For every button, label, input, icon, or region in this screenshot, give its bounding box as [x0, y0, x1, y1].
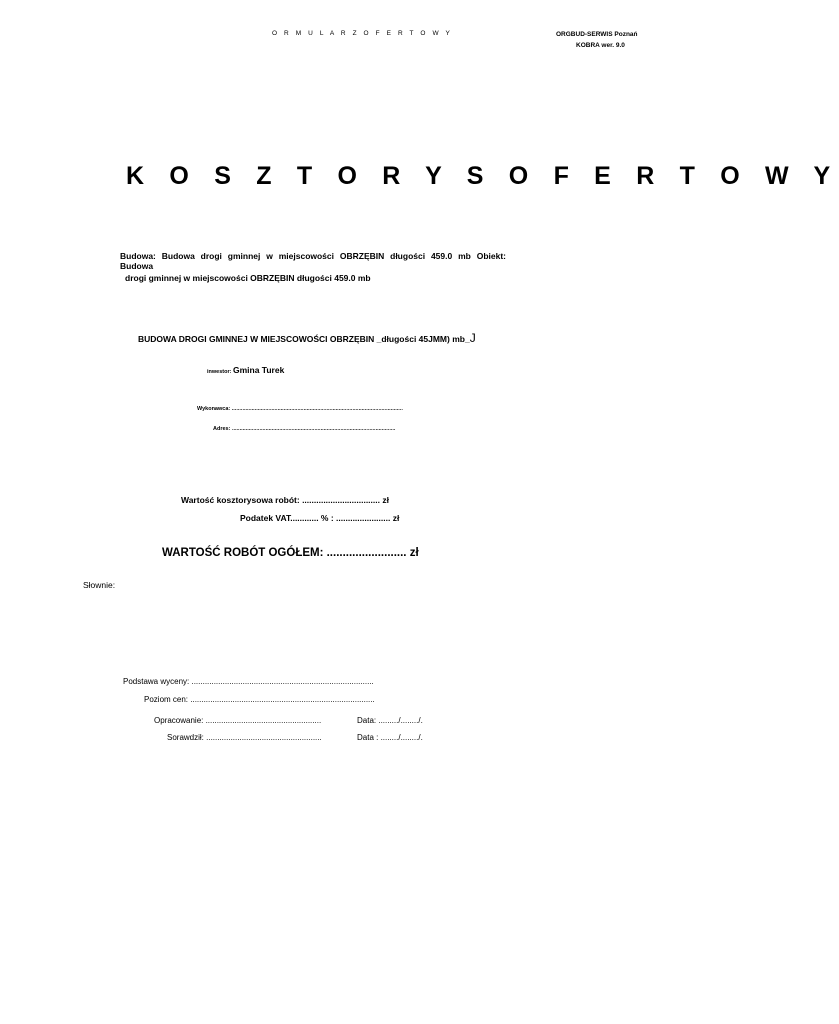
- inwestor-value: Gmina Turek: [232, 365, 285, 375]
- document-title: K O S Z T O R Y S O F E R T O W Y: [126, 162, 839, 190]
- project-caps-text: BUDOWA DROGI GMINNEJ W MIEJSCOWOŚCI OBRZĘBIN _długości 45JMM) mb_: [138, 334, 470, 344]
- software-version: KOBRA wer. 9.0: [576, 42, 625, 49]
- project-caps-line: [138, 331, 476, 345]
- slownie-label: Słownie:: [83, 580, 116, 590]
- wartosc-ogolem: WARTOŚĆ ROBÓT OGÓŁEM: ......................... zł: [162, 547, 419, 559]
- poziom-cen: Poziom cen: ...................................................................................: [144, 695, 375, 704]
- form-header-title: O R M U L A R Z O F E R T O W Y: [272, 30, 453, 37]
- budowa-line-1: Budowa: Budowa drogi gminnej w miejscowości OBRZĘBIN długości 459.0 mb Obiekt: Budowa: [120, 251, 506, 271]
- wartosc-kosztorysowa: Wartość kosztorysowa robót: ................................. zł: [181, 495, 389, 505]
- project-caps-tail: J: [469, 331, 476, 345]
- data-line-1: Data: ........./......../.: [357, 716, 423, 725]
- data-line-2: Data : ......../......../.: [357, 733, 423, 742]
- inwestor-label: inwestor:: [207, 369, 233, 375]
- company-name: ORGBUD-SERWIS Poznań: [556, 31, 638, 38]
- budowa-line-2: drogi gminnej w miejscowości OBRZĘBIN długości 459.0 mb: [125, 273, 371, 283]
- podstawa-wyceny: Podstawa wyceny: ..................................................................................: [123, 677, 374, 686]
- sprawdzil-line: Sorawdził: ....................................................: [167, 733, 322, 742]
- adres-line: Adres: ...........................................................................................................: [213, 426, 396, 432]
- wykonawca-line: Wykonawca: ................................................................................................................: [197, 406, 403, 412]
- opracowanie-line: Opracowanie: ....................................................: [154, 716, 322, 725]
- inwestor-line: [207, 365, 284, 375]
- podatek-vat: Podatek VAT............ % : ....................... zł: [240, 513, 400, 523]
